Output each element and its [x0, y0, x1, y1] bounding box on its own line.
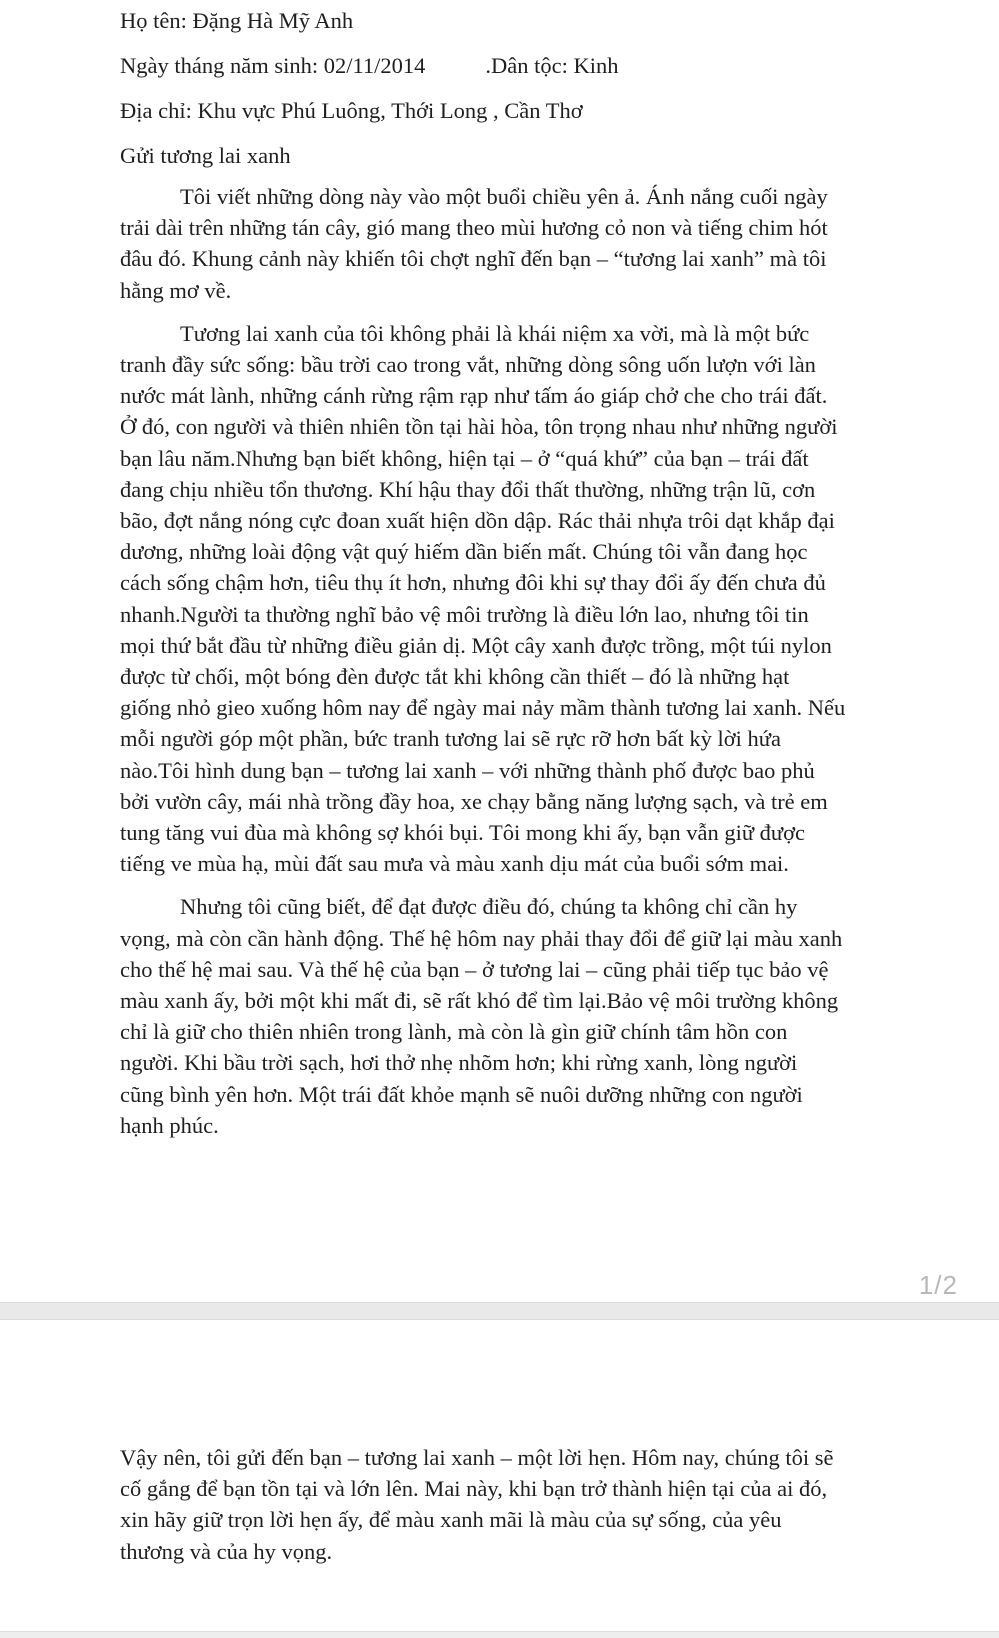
- address-line: Địa chỉ: Khu vực Phú Luông, Thới Long , Cần Thơ: [120, 98, 583, 123]
- paragraph-2: Tương lai xanh của tôi không phải là khái niệm xa vời, mà là một bức tranh đầy sức sống: bầu trời cao trong vắt, những dòng sông uốn lượn với làn nước mát lành, những cánh rừng rậm rạp như tấm áo giáp chở che cho trái đất. Ở đó, con người và thiên nhiên tồn tại hài hòa, tôn trọng nhau như những người bạn lâu năm.Nhưng bạn biết không, hiện tại – ở “quá khứ” của bạn – trái đất đang chịu nhiều tổn thương. Khí hậu thay đổi thất thường, những trận lũ, cơn bão, đợt nắng nóng cực đoan xuất hiện dồn dập. Rác thải nhựa trôi dạt khắp đại dương, những loài động vật quý hiếm dần biến mất. Chúng tôi vẫn đang học cách sống chậm hơn, tiêu thụ ít hơn, nhưng đôi khi sự thay đổi ấy đến chưa đủ nhanh.Người ta thường nghĩ bảo vệ môi trường là điều lớn lao, nhưng tôi tin mọi thứ bắt đầu từ những điều giản dị. Một cây xanh được trồng, một túi nylon được từ chối, một bóng đèn được tắt khi không cần thiết – đó là những hạt giống nhỏ gieo xuống hôm nay để ngày mai nảy mầm thành tương lai xanh. Nếu mỗi người góp một phần, bức tranh tương lai sẽ rực rỡ hơn bất kỳ lời hứa nào.Tôi hình dung bạn – tương lai xanh – với những thành phố được bao phủ bởi vườn cây, mái nhà trồng đầy hoa, xe chạy bằng năng lượng sạch, và trẻ em tung tăng vui đùa mà không sợ khói bụi. Tôi mong khi ấy, bạn vẫn giữ được tiếng ve mùa hạ, mùi đất sau mưa và màu xanh dịu mát của buổi sớm mai.: [120, 320, 846, 877]
- document-page-2: [0, 1320, 999, 1638]
- page-number-indicator: 1/2: [918, 1270, 958, 1300]
- page-1-content: [120, 6, 880, 1141]
- name-line: Họ tên: Đặng Hà Mỹ Anh: [120, 8, 354, 33]
- dob-text: Ngày tháng năm sinh: 02/11/2014: [120, 53, 426, 78]
- ethnicity-text: .Dân tộc: Kinh: [485, 53, 619, 78]
- page-separator: [0, 1302, 999, 1320]
- dob-ethnicity-line: [120, 51, 880, 81]
- paragraph-3: Nhưng tôi cũng biết, để đạt được điều đó, chúng ta không chỉ cần hy vọng, mà còn cần hành động. Thế hệ hôm nay phải thay đổi để giữ lại màu xanh cho thế hệ mai sau. Và thế hệ của bạn – ở tương lai – cũng phải tiếp tục bảo vệ màu xanh ấy, bởi một khi mất đi, sẽ rất khó để tìm lại.Bảo vệ môi trường không chỉ là giữ cho thiên nhiên trong lành, mà còn là gìn giữ chính tâm hồn con người. Khi bầu trời sạch, hơi thở nhẹ nhõm hơn; khi rừng xanh, lòng người cũng bình yên hơn. Một trái đất khỏe mạnh sẽ nuôi dưỡng những con người hạnh phúc.: [120, 894, 843, 1138]
- page-2-content: [120, 1442, 880, 1567]
- paragraph-1: Tôi viết những dòng này vào một buổi chiều yên ả. Ánh nắng cuối ngày trải dài trên những tán cây, gió mang theo mùi hương cỏ non và tiếng chim hót đâu đó. Khung cảnh này khiến tôi chợt nghĩ đến bạn – “tương lai xanh” mà tôi hằng mơ về.: [120, 184, 828, 303]
- greeting-line: Gửi tương lai xanh: [120, 143, 291, 168]
- page-bottom-edge: [0, 1631, 999, 1638]
- paragraph-4: Vậy nên, tôi gửi đến bạn – tương lai xanh – một lời hẹn. Hôm nay, chúng tôi sẽ cố gắng để bạn tồn tại và lớn lên. Mai này, khi bạn trở thành hiện tại của ai đó, xin hãy giữ trọn lời hẹn ấy, để màu xanh mãi là màu của sự sống, của yêu thương và của hy vọng.: [120, 1445, 834, 1564]
